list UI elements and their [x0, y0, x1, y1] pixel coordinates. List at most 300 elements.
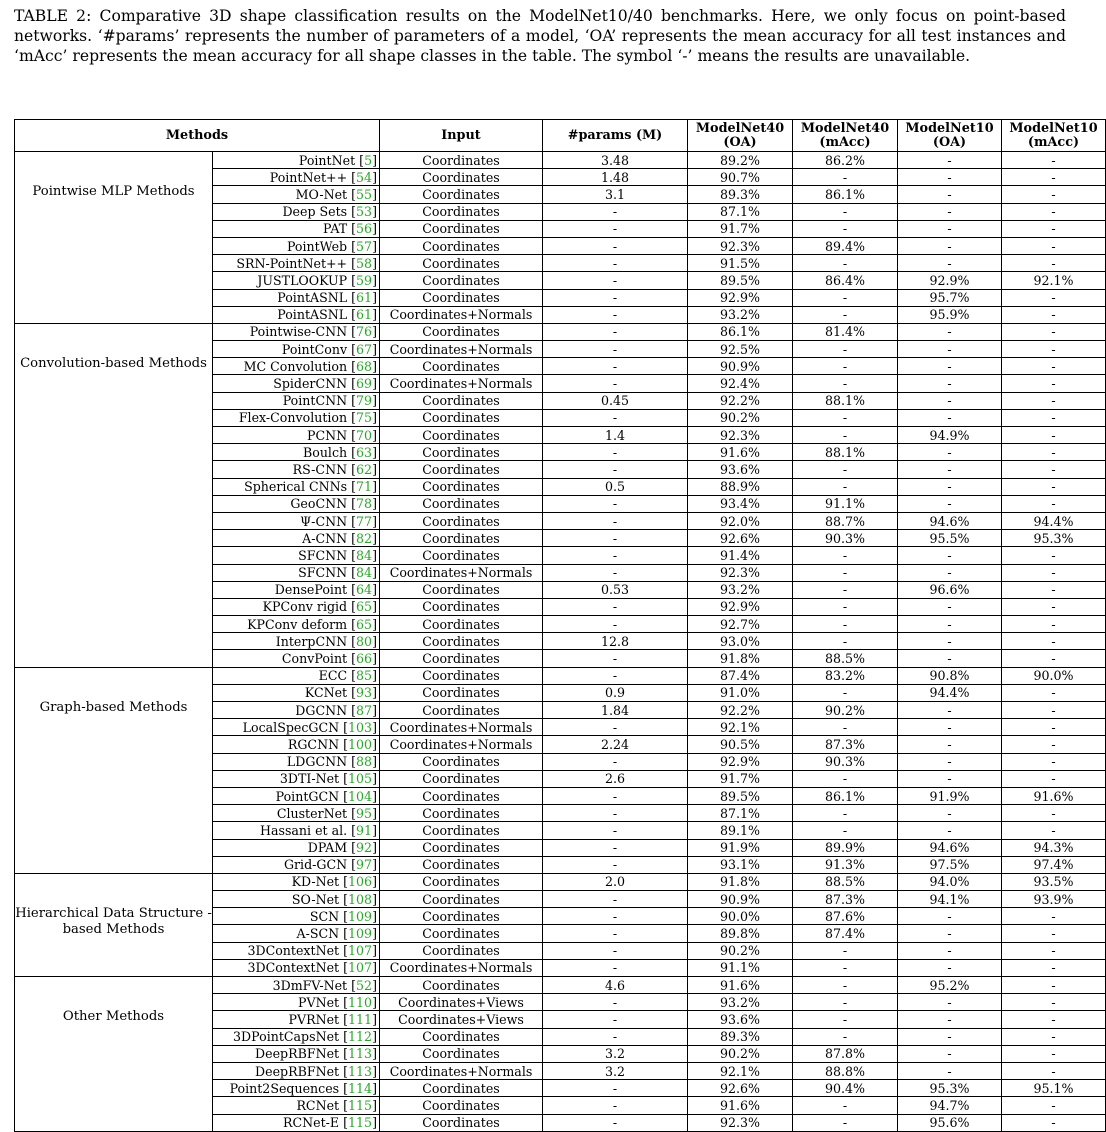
citation-link[interactable]: 61	[356, 307, 373, 323]
method-name: 3DmFV-Net	[272, 977, 348, 993]
mn10-oa-cell: -	[898, 925, 1002, 942]
input-cell: Coordinates	[380, 805, 543, 822]
params-cell: -	[543, 512, 688, 529]
header-mn10-oa: ModelNet10 (OA)	[898, 120, 1002, 152]
method-cell: PointGCN [104]	[213, 787, 380, 804]
input-cell: Coordinates	[380, 650, 543, 667]
params-cell: 1.48	[543, 169, 688, 186]
mn10-macc-cell: 94.4%	[1002, 512, 1106, 529]
input-cell: Coordinates+Normals	[380, 306, 543, 323]
mn40-oa-cell: 86.1%	[688, 323, 793, 340]
method-name: DeepRBFNet	[255, 1063, 340, 1079]
mn40-macc-cell: -	[793, 977, 898, 994]
mn10-macc-cell: -	[1002, 822, 1106, 839]
mn10-oa-cell: -	[898, 237, 1002, 254]
citation-link[interactable]: 108	[348, 891, 373, 907]
mn10-macc-cell: -	[1002, 375, 1106, 392]
mn40-oa-cell: 91.8%	[688, 873, 793, 890]
mn10-macc-cell: -	[1002, 237, 1106, 254]
input-cell: Coordinates	[380, 925, 543, 942]
header-mn40-macc: ModelNet40 (mAcc)	[793, 120, 898, 152]
method-name: RS-CNN	[292, 461, 348, 477]
input-cell: Coordinates	[380, 512, 543, 529]
method-cell: ECC [85]	[213, 667, 380, 684]
citation-link[interactable]: 79	[356, 393, 373, 409]
params-cell: 4.6	[543, 977, 688, 994]
citation-link[interactable]: 80	[356, 633, 373, 649]
mn40-oa-cell: 92.2%	[688, 702, 793, 719]
params-cell: -	[543, 444, 688, 461]
mn10-oa-cell: 94.4%	[898, 684, 1002, 701]
method-cell: Hassani et al. [91]	[213, 822, 380, 839]
citation-link[interactable]: 113	[348, 1046, 373, 1062]
input-cell: Coordinates	[380, 873, 543, 890]
citation-link[interactable]: 61	[356, 290, 373, 306]
citation-link[interactable]: 85	[356, 668, 373, 684]
params-cell: -	[543, 1080, 688, 1097]
citation-link[interactable]: 84	[356, 565, 373, 581]
method-name: DensePoint	[274, 582, 348, 598]
mn40-macc-cell: -	[793, 289, 898, 306]
input-cell: Coordinates+Normals	[380, 959, 543, 976]
method-cell: KCNet [93]	[213, 684, 380, 701]
method-name: Boulch	[302, 444, 348, 460]
mn10-macc-cell: -	[1002, 427, 1106, 444]
method-cell: A-CNN [82]	[213, 530, 380, 547]
citation-link[interactable]: 107	[348, 960, 373, 976]
citation-link[interactable]: 115	[348, 1115, 373, 1131]
mn10-oa-cell: -	[898, 650, 1002, 667]
mn10-macc-cell: -	[1002, 994, 1106, 1011]
citation-link[interactable]: 54	[356, 169, 373, 185]
input-cell: Coordinates	[380, 616, 543, 633]
citation-link[interactable]: 65	[356, 599, 373, 615]
method-name: SFCNN	[298, 547, 348, 563]
table-row	[15, 667, 1106, 684]
mn40-macc-cell: -	[793, 994, 898, 1011]
method-cell: KPConv rigid [65]	[213, 598, 380, 615]
citation-link[interactable]: 66	[356, 651, 373, 667]
citation-link[interactable]: 75	[356, 410, 373, 426]
citation-link[interactable]: 55	[356, 186, 373, 202]
method-cell: Deep Sets [53]	[213, 203, 380, 220]
mn10-macc-cell: -	[1002, 684, 1106, 701]
mn10-macc-cell: -	[1002, 650, 1106, 667]
mn10-macc-cell: 93.5%	[1002, 873, 1106, 890]
mn40-oa-cell: 90.2%	[688, 1045, 793, 1062]
mn10-macc-cell: -	[1002, 564, 1106, 581]
citation-link[interactable]: 105	[348, 771, 373, 787]
mn40-macc-cell: 88.5%	[793, 650, 898, 667]
mn40-macc-cell: -	[793, 633, 898, 650]
mn40-oa-cell: 91.5%	[688, 255, 793, 272]
input-cell: Coordinates	[380, 908, 543, 925]
mn10-macc-cell: -	[1002, 977, 1106, 994]
mn40-oa-cell: 92.1%	[688, 719, 793, 736]
method-name: ECC	[318, 668, 348, 684]
method-name: A-SCN	[296, 926, 340, 942]
mn10-macc-cell: -	[1002, 306, 1106, 323]
params-cell: -	[543, 598, 688, 615]
mn10-oa-cell: 94.6%	[898, 512, 1002, 529]
mn40-macc-cell: -	[793, 306, 898, 323]
citation-link[interactable]: 77	[356, 513, 373, 529]
mn10-macc-cell: -	[1002, 152, 1106, 169]
mn10-oa-cell: -	[898, 152, 1002, 169]
mn40-oa-cell: 92.9%	[688, 598, 793, 615]
citation-link[interactable]: 53	[356, 204, 373, 220]
method-cell: Grid-GCN [97]	[213, 856, 380, 873]
mn10-macc-cell: -	[1002, 702, 1106, 719]
method-cell: SCN [109]	[213, 908, 380, 925]
method-cell: PointCNN [79]	[213, 392, 380, 409]
mn10-macc-cell: -	[1002, 358, 1106, 375]
params-cell: -	[543, 650, 688, 667]
mn40-macc-cell: -	[793, 616, 898, 633]
input-cell: Coordinates	[380, 289, 543, 306]
citation-link[interactable]: 107	[348, 943, 373, 959]
mn40-oa-cell: 93.4%	[688, 495, 793, 512]
citation-link[interactable]: 76	[356, 324, 373, 340]
mn10-oa-cell: 91.9%	[898, 787, 1002, 804]
mn40-macc-cell: -	[793, 358, 898, 375]
params-cell: -	[543, 959, 688, 976]
group-label: Pointwise MLP Methods	[15, 152, 213, 324]
mn10-oa-cell: -	[898, 598, 1002, 615]
mn40-macc-cell: 86.1%	[793, 787, 898, 804]
method-cell: SpiderCNN [69]	[213, 375, 380, 392]
citation-link[interactable]: 115	[348, 1097, 373, 1113]
citation-link[interactable]: 92	[356, 840, 373, 856]
mn10-macc-cell: -	[1002, 478, 1106, 495]
method-cell: 3DmFV-Net [52]	[213, 977, 380, 994]
citation-link[interactable]: 62	[356, 461, 373, 477]
mn40-macc-cell: 89.9%	[793, 839, 898, 856]
mn40-macc-cell: 90.3%	[793, 753, 898, 770]
method-name: Flex-Convolution	[238, 410, 348, 426]
input-cell: Coordinates+Normals	[380, 564, 543, 581]
method-name: KPConv deform	[247, 616, 348, 632]
citation-link[interactable]: 5	[364, 152, 373, 168]
mn10-oa-cell: -	[898, 805, 1002, 822]
citation-link[interactable]: 52	[356, 977, 373, 993]
input-cell: Coordinates	[380, 323, 543, 340]
method-cell: DeepRBFNet [113]	[213, 1062, 380, 1079]
method-name: DPAM	[307, 840, 348, 856]
mn40-macc-cell: 86.2%	[793, 152, 898, 169]
mn40-macc-cell: -	[793, 1011, 898, 1028]
citation-link[interactable]: 84	[356, 547, 373, 563]
params-cell: -	[543, 203, 688, 220]
method-name: Spherical CNNs	[244, 479, 348, 495]
citation-link[interactable]: 67	[356, 341, 373, 357]
citation-link[interactable]: 97	[356, 857, 373, 873]
mn40-oa-cell: 92.3%	[688, 1114, 793, 1131]
method-name: PointConv	[281, 341, 348, 357]
citation-link[interactable]: 110	[348, 994, 373, 1010]
method-name: DeepRBFNet	[255, 1046, 340, 1062]
mn40-macc-cell: 86.4%	[793, 272, 898, 289]
method-cell: Point2Sequences [114]	[213, 1080, 380, 1097]
method-cell: LDGCNN [88]	[213, 753, 380, 770]
mn40-oa-cell: 90.2%	[688, 409, 793, 426]
mn40-macc-cell: 87.6%	[793, 908, 898, 925]
method-cell: PCNN [70]	[213, 427, 380, 444]
mn40-macc-cell: 81.4%	[793, 323, 898, 340]
input-cell: Coordinates	[380, 822, 543, 839]
mn40-oa-cell: 87.1%	[688, 805, 793, 822]
group-label: Convolution-based Methods	[15, 323, 213, 667]
citation-link[interactable]: 58	[356, 255, 373, 271]
input-cell: Coordinates	[380, 1080, 543, 1097]
mn10-macc-cell: -	[1002, 598, 1106, 615]
mn40-macc-cell: -	[793, 805, 898, 822]
citation-link[interactable]: 78	[356, 496, 373, 512]
citation-link[interactable]: 59	[356, 272, 373, 288]
mn40-oa-cell: 93.2%	[688, 581, 793, 598]
citation-link[interactable]: 88	[356, 754, 373, 770]
mn10-oa-cell: -	[898, 444, 1002, 461]
mn10-oa-cell: -	[898, 220, 1002, 237]
method-name: A-CNN	[302, 530, 348, 546]
citation-link[interactable]: 70	[356, 427, 373, 443]
params-cell: -	[543, 908, 688, 925]
mn40-oa-cell: 92.3%	[688, 237, 793, 254]
mn10-oa-cell: -	[898, 255, 1002, 272]
mn10-macc-cell: -	[1002, 1097, 1106, 1114]
method-name: GeoCNN	[290, 496, 348, 512]
mn10-macc-cell: -	[1002, 444, 1106, 461]
mn40-macc-cell: -	[793, 564, 898, 581]
citation-link[interactable]: 71	[356, 479, 373, 495]
mn40-oa-cell: 92.3%	[688, 564, 793, 581]
mn40-oa-cell: 92.5%	[688, 341, 793, 358]
params-cell: 3.2	[543, 1062, 688, 1079]
method-cell: Ψ-CNN [77]	[213, 512, 380, 529]
citation-link[interactable]: 64	[356, 582, 373, 598]
mn40-macc-cell: -	[793, 220, 898, 237]
method-name: SO-Net	[291, 891, 340, 907]
input-cell: Coordinates	[380, 667, 543, 684]
mn10-oa-cell: 94.7%	[898, 1097, 1002, 1114]
method-name: PointGCN	[275, 788, 340, 804]
input-cell: Coordinates	[380, 272, 543, 289]
method-cell: Flex-Convolution [75]	[213, 409, 380, 426]
mn10-oa-cell: -	[898, 478, 1002, 495]
params-cell: -	[543, 839, 688, 856]
input-cell: Coordinates	[380, 1028, 543, 1045]
mn40-macc-cell: 88.7%	[793, 512, 898, 529]
method-name: PVNet	[298, 994, 340, 1010]
params-cell: -	[543, 409, 688, 426]
method-cell: GeoCNN [78]	[213, 495, 380, 512]
mn40-oa-cell: 91.4%	[688, 547, 793, 564]
citation-link[interactable]: 106	[348, 874, 373, 890]
mn40-oa-cell: 89.5%	[688, 272, 793, 289]
params-cell: 2.6	[543, 770, 688, 787]
mn40-macc-cell: -	[793, 581, 898, 598]
mn10-macc-cell: -	[1002, 805, 1106, 822]
method-name: InterpCNN	[275, 633, 348, 649]
method-cell: InterpCNN [80]	[213, 633, 380, 650]
method-cell: SFCNN [84]	[213, 547, 380, 564]
mn10-oa-cell: 95.5%	[898, 530, 1002, 547]
method-name: PointNet++	[269, 169, 348, 185]
input-cell: Coordinates	[380, 1097, 543, 1114]
mn40-macc-cell: -	[793, 684, 898, 701]
method-cell: 3DContextNet [107]	[213, 942, 380, 959]
method-cell: DGCNN [87]	[213, 702, 380, 719]
input-cell: Coordinates	[380, 753, 543, 770]
citation-link[interactable]: 68	[356, 358, 373, 374]
mn40-macc-cell: -	[793, 169, 898, 186]
group-label: Other Methods	[15, 977, 213, 1132]
citation-link[interactable]: 104	[348, 788, 373, 804]
citation-link[interactable]: 100	[348, 736, 373, 752]
citation-link[interactable]: 57	[356, 238, 373, 254]
mn40-macc-cell: 89.4%	[793, 237, 898, 254]
citation-link[interactable]: 109	[348, 926, 373, 942]
mn40-oa-cell: 92.9%	[688, 753, 793, 770]
mn10-macc-cell: -	[1002, 719, 1106, 736]
method-cell: JUSTLOOKUP [59]	[213, 272, 380, 289]
header-mn10-macc: ModelNet10 (mAcc)	[1002, 120, 1106, 152]
citation-link[interactable]: 91	[356, 822, 373, 838]
citation-link[interactable]: 63	[356, 444, 373, 460]
mn40-macc-cell: -	[793, 461, 898, 478]
mn10-macc-cell: -	[1002, 289, 1106, 306]
citation-link[interactable]: 112	[348, 1029, 373, 1045]
mn10-macc-cell: 91.6%	[1002, 787, 1106, 804]
mn10-oa-cell: 95.6%	[898, 1114, 1002, 1131]
mn40-oa-cell: 91.6%	[688, 977, 793, 994]
method-name: PointASNL	[277, 290, 348, 306]
method-cell: LocalSpecGCN [103]	[213, 719, 380, 736]
mn40-oa-cell: 90.0%	[688, 908, 793, 925]
mn40-oa-cell: 88.9%	[688, 478, 793, 495]
method-name: KD-Net	[291, 874, 340, 890]
mn10-oa-cell: -	[898, 994, 1002, 1011]
method-cell: 3DTI-Net [105]	[213, 770, 380, 787]
params-cell: 2.0	[543, 873, 688, 890]
method-cell: KD-Net [106]	[213, 873, 380, 890]
params-cell: 0.5	[543, 478, 688, 495]
citation-link[interactable]: 103	[348, 719, 373, 735]
mn40-macc-cell: -	[793, 427, 898, 444]
mn10-oa-cell: 90.8%	[898, 667, 1002, 684]
mn10-oa-cell: 96.6%	[898, 581, 1002, 598]
mn40-macc-cell: -	[793, 1097, 898, 1114]
input-cell: Coordinates	[380, 203, 543, 220]
method-cell: SFCNN [84]	[213, 564, 380, 581]
mn10-oa-cell: -	[898, 186, 1002, 203]
mn40-oa-cell: 93.2%	[688, 306, 793, 323]
citation-link[interactable]: 82	[356, 530, 373, 546]
method-cell: Boulch [63]	[213, 444, 380, 461]
mn40-oa-cell: 93.1%	[688, 856, 793, 873]
method-cell: 3DContextNet [107]	[213, 959, 380, 976]
citation-link[interactable]: 56	[356, 221, 373, 237]
params-cell: -	[543, 564, 688, 581]
params-cell: -	[543, 667, 688, 684]
mn10-oa-cell: -	[898, 1062, 1002, 1079]
citation-link[interactable]: 95	[356, 805, 373, 821]
method-cell: MO-Net [55]	[213, 186, 380, 203]
group-label: Hierarchical Data Structure -based Methods	[15, 873, 213, 976]
method-name: RGCNN	[287, 736, 340, 752]
method-name: 3DContextNet	[247, 960, 340, 976]
mn10-macc-cell: -	[1002, 255, 1106, 272]
citation-link[interactable]: 69	[356, 376, 373, 392]
method-cell: PointWeb [57]	[213, 237, 380, 254]
mn40-macc-cell: -	[793, 409, 898, 426]
citation-link[interactable]: 65	[356, 616, 373, 632]
mn10-oa-cell: 94.0%	[898, 873, 1002, 890]
mn10-macc-cell: -	[1002, 461, 1106, 478]
method-name: PointNet	[298, 152, 356, 168]
mn40-macc-cell: 88.8%	[793, 1062, 898, 1079]
mn10-macc-cell: -	[1002, 1028, 1106, 1045]
params-cell: -	[543, 994, 688, 1011]
mn10-oa-cell: -	[898, 341, 1002, 358]
mn10-oa-cell: 95.3%	[898, 1080, 1002, 1097]
mn40-oa-cell: 91.9%	[688, 839, 793, 856]
method-name: MO-Net	[295, 186, 348, 202]
mn40-macc-cell: -	[793, 547, 898, 564]
params-cell: -	[543, 306, 688, 323]
params-cell: 3.48	[543, 152, 688, 169]
mn40-macc-cell: 87.4%	[793, 925, 898, 942]
method-cell: PVRNet [111]	[213, 1011, 380, 1028]
method-name: ConvPoint	[281, 651, 348, 667]
citation-link[interactable]: 111	[348, 1011, 373, 1027]
method-name: PAT	[323, 221, 348, 237]
method-cell: PAT [56]	[213, 220, 380, 237]
mn10-oa-cell: -	[898, 1045, 1002, 1062]
input-cell: Coordinates	[380, 358, 543, 375]
table-row	[15, 152, 1106, 169]
method-name: ClusterNet	[276, 805, 348, 821]
mn40-macc-cell: 91.3%	[793, 856, 898, 873]
mn10-macc-cell: -	[1002, 392, 1106, 409]
citation-link[interactable]: 109	[348, 908, 373, 924]
method-name: SFCNN	[298, 565, 348, 581]
mn10-macc-cell: 94.3%	[1002, 839, 1106, 856]
mn10-oa-cell: -	[898, 323, 1002, 340]
mn40-oa-cell: 91.8%	[688, 650, 793, 667]
params-cell: 3.1	[543, 186, 688, 203]
mn40-oa-cell: 92.9%	[688, 289, 793, 306]
input-cell: Coordinates+Normals	[380, 341, 543, 358]
citation-link[interactable]: 87	[356, 702, 373, 718]
citation-link[interactable]: 113	[348, 1063, 373, 1079]
params-cell: 0.9	[543, 684, 688, 701]
input-cell: Coordinates+Normals	[380, 375, 543, 392]
mn40-oa-cell: 91.6%	[688, 444, 793, 461]
mn10-macc-cell: 95.3%	[1002, 530, 1106, 547]
mn10-oa-cell: 94.6%	[898, 839, 1002, 856]
params-cell: 1.4	[543, 427, 688, 444]
mn40-macc-cell: 87.3%	[793, 891, 898, 908]
mn10-oa-cell: 94.9%	[898, 427, 1002, 444]
citation-link[interactable]: 93	[356, 685, 373, 701]
input-cell: Coordinates	[380, 856, 543, 873]
input-cell: Coordinates	[380, 633, 543, 650]
citation-link[interactable]: 114	[348, 1080, 373, 1096]
method-name: KPConv rigid	[262, 599, 348, 615]
mn10-oa-cell: -	[898, 959, 1002, 976]
mn10-macc-cell: -	[1002, 1062, 1106, 1079]
